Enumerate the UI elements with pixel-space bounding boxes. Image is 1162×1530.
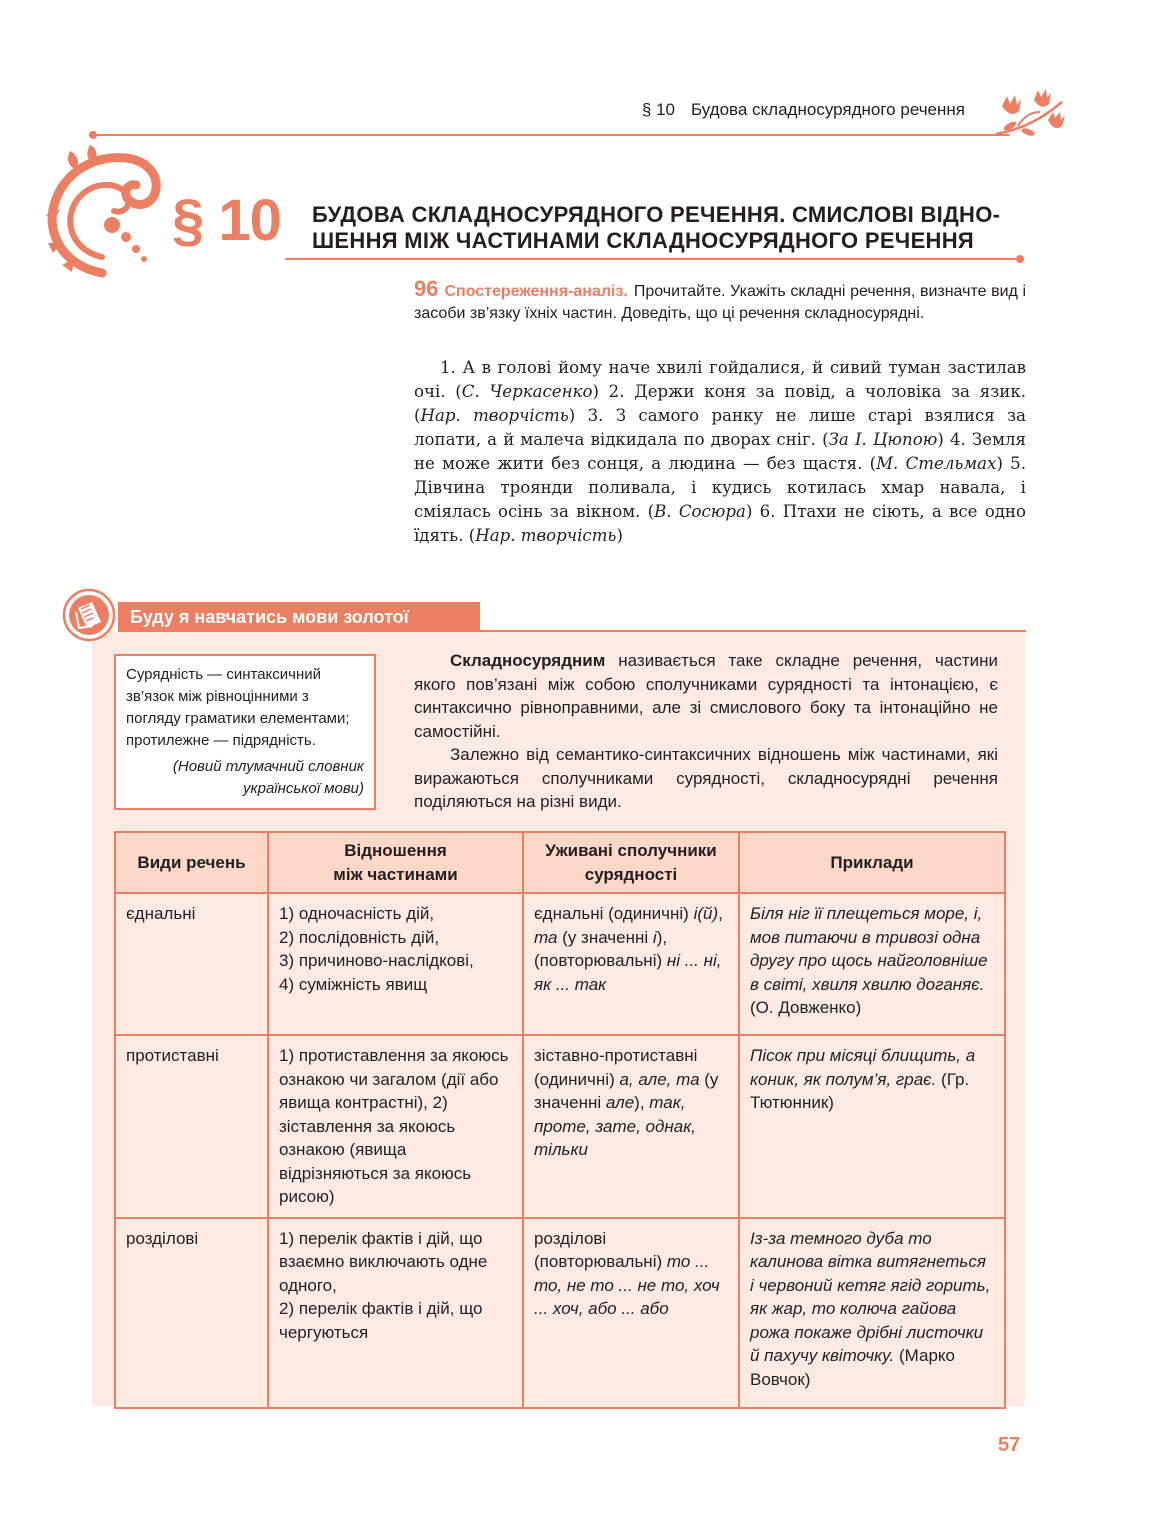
example-author: (Гр. Тютюнник) [750, 1069, 970, 1112]
sentence-text: ) 2. Держи коня за повід, а чоловіка за язик. ( [414, 382, 1027, 425]
sentence-text: ) 5. Дівчина троянди поливала, і кудись котилась хмар навала, і сміялась осінь за вікном. ( [414, 454, 1026, 521]
exercise-instruction-text: Прочитайте. Укажіть складні речення, визначте вид і засоби зв’язку їхніх частин. Доведіть, що ці речення складносурядні. [414, 283, 1026, 322]
rule-text [414, 649, 998, 814]
rubric-rule [118, 630, 1026, 632]
exercise-sentences [414, 356, 1026, 548]
example-text: Пісок при місяці блищить, а коник, як полум’я, грає. [750, 1046, 976, 1089]
sentence-author: Нар. творчість [420, 406, 569, 425]
relation-item: 1) одночасність дій, [279, 904, 435, 923]
sentence-author: М. Стельмах [876, 454, 997, 473]
conj-text: ), (повторювальні) [534, 927, 668, 970]
section-title-line: ШЕННЯ МІЖ ЧАСТИНАМИ СКЛАДНОСУРЯДНОГО РЕЧЕННЯ [312, 228, 975, 253]
conj-word: а, але, та [619, 1069, 700, 1089]
source-line: Новий тлумачний словник [177, 758, 364, 775]
sentence-text: ) [616, 526, 623, 545]
running-header-section: § 10 [641, 100, 675, 119]
section-number: § 10 [172, 188, 281, 253]
sentence-text: 1. А в голові йому наче хвилі гойдалися, й сивий туман застилав очі. ( [414, 358, 1026, 401]
table-cell-example [739, 893, 1005, 1035]
rule-paragraph-text: називається таке складне речення, частини якого пов’язані між собою сполучниками сурядності та інтонацією, є синтаксично рівноправними, але зі смислового боку та інтонаційно не самостійні. [414, 651, 998, 741]
conj-word: ні ... ні, як ... так [534, 951, 722, 994]
floral-ornament-icon [40, 145, 165, 280]
sentence-author: Нар. творчість [475, 526, 617, 545]
table-cell-relations: 1) протиставлення за якоюсь ознакою чи загалом (дії або явища контрастні), 2) зіставлення за якоюсь ознакою (явища відрізняються за якоюсь рисою) [268, 1035, 523, 1218]
section-title [312, 202, 1032, 254]
header-rule-dot [89, 131, 97, 139]
table-header: Види речень [115, 832, 268, 893]
table-header-row [115, 832, 1005, 893]
rubric-label: Буду я навчатись мови золотої [118, 602, 480, 632]
page-number: 57 [998, 1434, 1021, 1456]
sentence-text: ) 4. Земля не може жити без сонця, а людина — без щастя. ( [414, 430, 1027, 473]
rule-paragraph: Залежно від семантико-синтаксичних відношень між частинами, які виражаються сполучниками сурядності, складносурядні речення поділяються на різні види. [414, 745, 998, 811]
conj-text: зіставно-протиставні (одиничні) [534, 1046, 698, 1089]
relation-item: 4) суміжність явищ [279, 974, 428, 994]
relation-item: 3) причиново-наслідкові, [279, 951, 474, 970]
example-author: (Марко Вовчок) [750, 1346, 955, 1389]
relation-item: 1) перелік фактів і дій, що взаємно виключають одне одного, [279, 1228, 488, 1295]
table-row [115, 1218, 1005, 1408]
rule-paragraph [414, 649, 998, 743]
sentence-text: ) 6. Птахи не сіють, а все одно їдять. ( [414, 502, 1026, 545]
conj-word: і [652, 927, 657, 947]
sentence-author: С. Черкасенко [461, 382, 593, 401]
book-icon [62, 588, 116, 642]
header-rule [92, 134, 1009, 136]
table-row [115, 893, 1005, 1035]
conj-word: та [534, 927, 558, 947]
header-line: Уживані сполучники [545, 841, 717, 860]
table-cell-relations [268, 1218, 523, 1408]
conj-text: ), [634, 1093, 650, 1112]
sentence-author: За І. Цюпою [828, 430, 938, 449]
definition-source [126, 756, 364, 800]
exercise-instruction [414, 278, 1026, 325]
table-cell-conjunctions [523, 1035, 739, 1218]
sentence-types-table [114, 831, 1006, 1409]
relation-item: 2) послідовність дій, [279, 927, 440, 947]
conj-text: (у значенні [557, 927, 653, 947]
definition-text: Сурядність — синтаксичний зв’язок між рівноцінними з погляду граматики елементами; протилежне — підрядність. [126, 666, 350, 749]
source-bracket: ( [172, 758, 178, 775]
source-bracket: ) [359, 780, 364, 797]
definition-box [114, 654, 376, 810]
table-cell-relations [268, 893, 523, 1035]
table-header [523, 832, 739, 893]
table-cell-conjunctions [523, 893, 739, 1035]
table-cell-conjunctions [523, 1218, 739, 1408]
conj-word: то ... то, не то ... не то, хоч ... хоч, або ... або [534, 1252, 720, 1318]
conj-text: єднальні (одиничні) [534, 904, 694, 923]
title-rule [285, 258, 1020, 260]
table-row [115, 1035, 1005, 1218]
sentence-author: В. Сосюра [654, 502, 746, 521]
sentence-text: ) 3. З самого ранку не лише старі взялися за лопати, а й малеча відкидала по дворах сніг. ( [414, 406, 1027, 449]
title-rule-dot [1016, 255, 1024, 263]
table-header: Приклади [739, 832, 1005, 893]
running-header [0, 100, 965, 120]
example-text: Біля ніг її плещеться море, і, мов питаючи в тривозі одна другу про щось найголовніше в світі, хвиля хвилю доганяє. [750, 904, 988, 994]
table-header [268, 832, 523, 893]
example-text: Із-за темного дуба то калинова вітка витягнеться і червоний кетяг ягід горить, як жар, то колюча гайова рожа покаже дрібні листочки й пахучу квіточку. [750, 1228, 991, 1365]
example-author: (О. Довженко) [750, 998, 862, 1017]
header-line: Відношення [344, 841, 447, 860]
flowers-icon [988, 86, 1068, 146]
conj-text: , [718, 904, 723, 923]
table-cell-example [739, 1218, 1005, 1408]
rule-term: Складносурядним [450, 651, 606, 670]
exercise-type: Спостереження-аналіз. [444, 283, 628, 300]
exercise-number: 96 [414, 276, 439, 301]
source-line: української мови [243, 780, 359, 797]
table-cell-type: розділові [115, 1218, 268, 1408]
header-line: між частинами [333, 864, 458, 884]
conj-word: так, проте, зате, однак, тільки [534, 1093, 696, 1159]
relation-item: 2) перелік фактів і дій, що чергуються [279, 1299, 483, 1342]
conj-text: розділові (повторювальні) [534, 1228, 667, 1271]
table-cell-type: єднальні [115, 893, 268, 1035]
conj-word: але [605, 1093, 635, 1112]
table-cell-type: протиставні [115, 1035, 268, 1218]
running-header-title: Будова складносурядного речення [690, 100, 965, 119]
section-title-line: БУДОВА СКЛАДНОСУРЯДНОГО РЕЧЕННЯ. СМИСЛОВІ ВІДНО- [312, 202, 1001, 227]
table-cell-example [739, 1035, 1005, 1218]
conj-text: (у значенні [534, 1069, 719, 1112]
header-line: сурядності [584, 864, 678, 884]
conj-word: і(й) [693, 904, 719, 923]
